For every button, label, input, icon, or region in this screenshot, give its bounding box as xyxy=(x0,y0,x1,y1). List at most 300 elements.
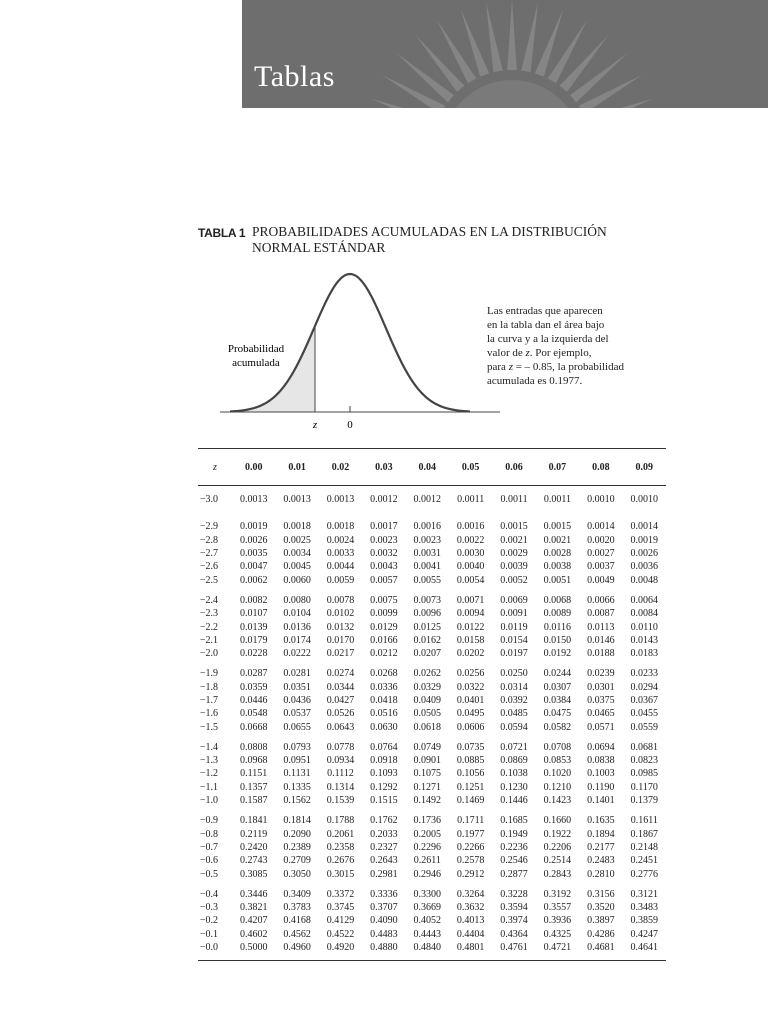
probability-cell: 0.0427 xyxy=(326,695,355,706)
chapter-title: Tablas xyxy=(254,60,335,93)
probability-cell: 0.0375 xyxy=(587,695,615,706)
probability-cell: 0.1093 xyxy=(370,768,398,780)
probability-cell: 0.0110 xyxy=(630,621,658,633)
probability-cell: 0.0031 xyxy=(413,548,441,560)
probability-cell: 0.0329 xyxy=(413,681,441,693)
probability-cell: 0.0078 xyxy=(326,594,355,606)
sunburst-ray xyxy=(507,0,517,70)
probability-cell: 0.3015 xyxy=(326,868,355,880)
probability-cell: 0.1788 xyxy=(326,815,355,827)
probability-cell: 0.0212 xyxy=(370,648,398,660)
text-fragment: valor de xyxy=(487,347,526,359)
probability-cell: 0.4920 xyxy=(319,941,362,961)
probability-cell: 0.0951 xyxy=(283,755,311,767)
probability-cell: 0.0035 xyxy=(239,548,268,560)
probability-cell: 0.0012 xyxy=(413,494,441,506)
probability-cell: 0.2119 xyxy=(240,828,268,840)
probability-cell: 0.0202 xyxy=(456,648,485,660)
probability-cell: 0.0045 xyxy=(283,561,311,573)
probability-cell: 0.0099 xyxy=(370,608,398,620)
table-label: TABLA 1 xyxy=(198,226,246,240)
probability-cell: 0.1635 xyxy=(587,815,615,827)
table-row xyxy=(198,867,666,880)
probability-cell: 0.0041 xyxy=(413,561,441,573)
probability-cell: 0.0643 xyxy=(326,721,355,733)
probability-cell: 0.0129 xyxy=(370,621,398,633)
probability-cell: 0.0122 xyxy=(456,621,485,633)
probability-cell: 0.2877 xyxy=(500,868,528,880)
probability-cell: 0.4522 xyxy=(326,928,355,940)
probability-cell: 0.0143 xyxy=(630,634,658,646)
explanation-text xyxy=(487,304,647,388)
probability-cell: 0.0197 xyxy=(500,648,528,660)
probability-cell: 0.0049 xyxy=(587,574,615,586)
probability-cell: 0.3336 xyxy=(370,888,398,900)
probability-cell: 0.0301 xyxy=(587,681,615,693)
probability-cell: 0.1112 xyxy=(327,768,354,780)
z-value-cell: −1.5 xyxy=(199,721,218,733)
probability-cell: 0.0228 xyxy=(239,648,268,660)
probability-cell: 0.0823 xyxy=(630,755,658,767)
probability-cell: 0.0606 xyxy=(456,721,485,733)
probability-cell: 0.0059 xyxy=(326,574,355,586)
probability-cell: 0.1660 xyxy=(543,815,572,827)
probability-cell: 0.0071 xyxy=(456,594,485,606)
probability-cell: 0.3707 xyxy=(370,902,398,914)
probability-cell: 0.0012 xyxy=(370,494,398,506)
text-fragment: . Por ejemplo, xyxy=(529,347,592,359)
probability-cell: 0.4761 xyxy=(492,941,535,961)
z-value-cell: −0.7 xyxy=(199,841,218,853)
table-title: PROBABILIDADES ACUMULADAS EN LA DISTRIBUCIÓN NORMAL ESTÁNDAR xyxy=(252,224,607,255)
z-symbol: z xyxy=(525,347,530,359)
probability-cell: 0.2451 xyxy=(630,855,658,867)
probability-cell: 0.1131 xyxy=(283,768,311,780)
probability-cell: 0.0017 xyxy=(370,521,398,533)
probability-cell: 0.0721 xyxy=(500,741,528,753)
probability-cell: 0.1190 xyxy=(587,781,615,793)
probability-cell: 0.0446 xyxy=(239,695,268,706)
probability-cell: 0.0082 xyxy=(239,594,268,606)
probability-cell: 0.0526 xyxy=(326,708,355,720)
probability-cell: 0.2810 xyxy=(587,868,615,880)
probability-cell: 0.0010 xyxy=(630,494,658,506)
table-row xyxy=(198,881,666,901)
table-header-row xyxy=(198,449,666,486)
probability-cell: 0.5000 xyxy=(232,941,275,961)
probability-cell: 0.1711 xyxy=(457,815,485,827)
probability-cell: 0.1562 xyxy=(283,795,311,807)
probability-cell: 0.0014 xyxy=(630,521,658,533)
probability-cell: 0.3409 xyxy=(283,888,311,900)
probability-cell: 0.0485 xyxy=(500,708,528,720)
probability-cell: 0.0207 xyxy=(413,648,441,660)
probability-cell: 0.0055 xyxy=(413,574,441,586)
probability-cell: 0.2033 xyxy=(370,828,398,840)
probability-cell: 0.1922 xyxy=(543,828,572,840)
probability-cell: 0.0096 xyxy=(413,608,441,620)
probability-cell: 0.2546 xyxy=(500,855,528,867)
table-row xyxy=(198,513,666,533)
probability-cell: 0.0073 xyxy=(413,594,441,606)
probability-cell: 0.0668 xyxy=(239,721,268,733)
table-row xyxy=(198,941,666,961)
probability-cell: 0.0034 xyxy=(283,548,311,560)
probability-cell: 0.2327 xyxy=(370,841,398,853)
probability-cell: 0.0043 xyxy=(370,561,398,573)
probability-cell: 0.3745 xyxy=(326,902,355,914)
probability-cell: 0.4483 xyxy=(370,928,398,940)
probability-cell: 0.0018 xyxy=(283,521,311,533)
probability-cell: 0.0885 xyxy=(456,755,485,767)
probability-cell: 0.4840 xyxy=(406,941,449,961)
probability-cell: 0.0026 xyxy=(239,534,268,546)
z-symbol: z xyxy=(508,361,513,373)
probability-cell: 0.0064 xyxy=(630,594,658,606)
probability-cell: 0.3557 xyxy=(543,902,572,914)
table-row xyxy=(198,767,666,780)
probability-cell: 0.0537 xyxy=(283,708,311,720)
probability-cell: 0.0934 xyxy=(326,755,355,767)
probability-cell: 0.0010 xyxy=(587,494,615,506)
probability-cell: 0.2005 xyxy=(413,828,441,840)
sunburst-ray xyxy=(548,20,587,83)
table-row xyxy=(198,573,666,586)
probability-cell: 0.2177 xyxy=(587,841,615,853)
probability-cell: 0.1335 xyxy=(283,781,311,793)
probability-cell: 0.0016 xyxy=(456,521,485,533)
probability-cell: 0.0495 xyxy=(456,708,485,720)
probability-cell: 0.0170 xyxy=(326,634,355,646)
probability-cell: 0.0066 xyxy=(587,594,615,606)
probability-cell: 0.0735 xyxy=(456,741,485,753)
probability-cell: 0.2090 xyxy=(283,828,311,840)
explanation-line xyxy=(487,360,647,374)
probability-cell: 0.0125 xyxy=(413,621,441,633)
probability-cell: 0.1894 xyxy=(587,828,615,840)
table-row xyxy=(198,587,666,607)
probability-cell: 0.4013 xyxy=(456,915,485,927)
z-value-cell: −1.1 xyxy=(199,781,218,793)
probability-cell: 0.0052 xyxy=(500,574,528,586)
column-header: 0.08 xyxy=(579,449,622,486)
table-row xyxy=(198,928,666,941)
probability-cell: 0.0036 xyxy=(630,561,658,573)
probability-cell: 0.3121 xyxy=(630,888,658,900)
probability-cell: 0.0559 xyxy=(630,721,658,733)
probability-cell: 0.4801 xyxy=(449,941,492,961)
probability-cell: 0.0465 xyxy=(587,708,615,720)
probability-cell: 0.1210 xyxy=(543,781,572,793)
table-row xyxy=(198,486,666,514)
probability-cell: 0.2206 xyxy=(543,841,572,853)
z-value-cell: −0.5 xyxy=(199,868,218,880)
probability-cell: 0.0384 xyxy=(543,695,572,706)
probability-cell: 0.4681 xyxy=(579,941,622,961)
probability-cell: 0.0040 xyxy=(456,561,485,573)
probability-cell: 0.0367 xyxy=(630,695,658,706)
probability-cell: 0.4129 xyxy=(326,915,355,927)
probability-cell: 0.0060 xyxy=(283,574,311,586)
probability-cell: 0.0102 xyxy=(326,608,355,620)
probability-cell: 0.3859 xyxy=(630,915,658,927)
z-value-cell: −2.7 xyxy=(199,548,218,560)
probability-cell: 0.3821 xyxy=(239,902,268,914)
probability-cell: 0.1867 xyxy=(630,828,658,840)
probability-cell: 0.3264 xyxy=(456,888,485,900)
table-row xyxy=(198,794,666,807)
probability-cell: 0.1075 xyxy=(413,768,441,780)
chapter-banner xyxy=(242,0,768,108)
probability-cell: 0.2296 xyxy=(413,841,441,853)
probability-cell: 0.0166 xyxy=(370,634,398,646)
probability-cell: 0.0054 xyxy=(456,574,485,586)
probability-cell: 0.0256 xyxy=(456,668,485,680)
z-value-cell: −0.3 xyxy=(199,902,218,914)
probability-cell: 0.3483 xyxy=(630,902,658,914)
probability-cell: 0.3632 xyxy=(456,902,485,914)
probability-cell: 0.2483 xyxy=(587,855,615,867)
normal-curve-figure xyxy=(220,262,510,442)
probability-cell: 0.1515 xyxy=(370,795,398,807)
probability-cell: 0.1401 xyxy=(587,795,615,807)
probability-cell: 0.4325 xyxy=(543,928,572,940)
probability-cell: 0.0038 xyxy=(543,561,572,573)
probability-cell: 0.0901 xyxy=(413,755,441,767)
probability-cell: 0.0015 xyxy=(543,521,572,533)
probability-cell: 0.0392 xyxy=(500,695,528,706)
probability-cell: 0.0359 xyxy=(239,681,268,693)
probability-cell: 0.3156 xyxy=(587,888,615,900)
column-header: 0.07 xyxy=(536,449,579,486)
probability-cell: 0.0028 xyxy=(543,548,572,560)
probability-cell: 0.0582 xyxy=(543,721,572,733)
probability-cell: 0.0808 xyxy=(239,741,268,753)
probability-cell: 0.0217 xyxy=(326,648,355,660)
column-header-z: z xyxy=(198,449,232,486)
probability-cell: 0.1170 xyxy=(630,781,658,793)
table-body xyxy=(198,486,666,961)
table-row xyxy=(198,547,666,560)
probability-cell: 0.2743 xyxy=(239,855,268,867)
probability-cell: 0.0023 xyxy=(413,534,441,546)
probability-cell: 0.0968 xyxy=(239,755,268,767)
z-value-cell: −0.9 xyxy=(199,815,218,827)
text-fragment: para xyxy=(487,361,509,373)
probability-cell: 0.0571 xyxy=(587,721,615,733)
column-header: 0.06 xyxy=(492,449,535,486)
probability-cell: 0.0047 xyxy=(239,561,268,573)
probability-cell: 0.4443 xyxy=(413,928,441,940)
probability-cell: 0.1762 xyxy=(370,815,398,827)
probability-cell: 0.0011 xyxy=(457,494,485,506)
probability-cell: 0.1379 xyxy=(630,795,658,807)
probability-cell: 0.0014 xyxy=(587,521,615,533)
table-row xyxy=(198,607,666,620)
probability-cell: 0.0027 xyxy=(587,548,615,560)
probability-cell: 0.3372 xyxy=(326,888,355,900)
z-value-cell: −2.8 xyxy=(199,534,218,546)
probability-cell: 0.2912 xyxy=(456,868,485,880)
probability-cell: 0.0132 xyxy=(326,621,355,633)
probability-cell: 0.1038 xyxy=(500,768,528,780)
probability-cell: 0.1314 xyxy=(326,781,355,793)
probability-cell: 0.0025 xyxy=(283,534,311,546)
z-value-cell: −1.9 xyxy=(199,668,218,680)
probability-cell: 0.2389 xyxy=(283,841,311,853)
probability-cell: 0.0192 xyxy=(543,648,572,660)
z-value-cell: −2.6 xyxy=(199,561,218,573)
probability-cell: 0.3594 xyxy=(500,902,528,914)
z-value-cell: −1.0 xyxy=(199,795,218,807)
probability-cell: 0.0455 xyxy=(630,708,658,720)
z-value-cell: −2.3 xyxy=(199,608,218,620)
probability-cell: 0.2709 xyxy=(283,855,311,867)
probability-cell: 0.1539 xyxy=(326,795,355,807)
table-row xyxy=(198,828,666,841)
probability-cell: 0.1423 xyxy=(543,795,572,807)
sunburst-ray xyxy=(560,35,609,92)
probability-cell: 0.2266 xyxy=(456,841,485,853)
probability-cell: 0.0630 xyxy=(370,721,398,733)
probability-cell: 0.0069 xyxy=(500,594,528,606)
probability-cell: 0.0015 xyxy=(500,521,528,533)
table-row xyxy=(198,707,666,720)
table-row xyxy=(198,534,666,547)
probability-cell: 0.2236 xyxy=(500,841,528,853)
z-value-cell: −1.4 xyxy=(199,741,218,753)
probability-cell: 0.0344 xyxy=(326,681,355,693)
probability-cell: 0.3446 xyxy=(239,888,268,900)
probability-cell: 0.0020 xyxy=(587,534,615,546)
probability-cell: 0.0183 xyxy=(630,648,658,660)
probability-cell: 0.1357 xyxy=(239,781,268,793)
probability-cell: 0.0401 xyxy=(456,695,485,706)
sunburst-ray xyxy=(521,2,538,72)
explanation-line: Las entradas que aparecen xyxy=(487,305,603,317)
zero-label: 0 xyxy=(347,419,353,431)
area-label-line2: acumulada xyxy=(232,357,280,369)
probability-cell: 0.1020 xyxy=(543,768,572,780)
probability-cell: 0.0681 xyxy=(630,741,658,753)
probability-cell: 0.0075 xyxy=(370,594,398,606)
probability-cell: 0.1685 xyxy=(500,815,528,827)
probability-cell: 0.1949 xyxy=(500,828,528,840)
probability-cell: 0.4090 xyxy=(370,915,398,927)
probability-cell: 0.4960 xyxy=(275,941,318,961)
table-row xyxy=(198,720,666,733)
probability-cell: 0.1446 xyxy=(500,795,528,807)
sunburst-ray xyxy=(579,75,642,108)
z-value-cell: −3.0 xyxy=(199,494,218,506)
probability-cell: 0.0080 xyxy=(283,594,311,606)
probability-cell: 0.0262 xyxy=(413,668,441,680)
probability-cell: 0.0516 xyxy=(370,708,398,720)
probability-cell: 0.4721 xyxy=(536,941,579,961)
column-header: 0.03 xyxy=(362,449,405,486)
probability-cell: 0.1469 xyxy=(456,795,485,807)
table-row xyxy=(198,660,666,680)
probability-cell: 0.0475 xyxy=(543,708,572,720)
probability-cell: 0.1151 xyxy=(240,768,268,780)
table-row xyxy=(198,854,666,867)
probability-cell: 0.0222 xyxy=(283,648,311,660)
probability-cell: 0.0162 xyxy=(413,634,441,646)
probability-cell: 0.1587 xyxy=(239,795,268,807)
probability-cell: 0.0021 xyxy=(500,534,528,546)
probability-cell: 0.1292 xyxy=(370,781,398,793)
probability-cell: 0.0051 xyxy=(543,574,572,586)
probability-cell: 0.0793 xyxy=(283,741,311,753)
probability-table xyxy=(198,448,666,961)
z-value-cell: −2.9 xyxy=(199,521,218,533)
probability-cell: 0.0918 xyxy=(370,755,398,767)
probability-cell: 0.0838 xyxy=(587,755,615,767)
probability-cell: 0.0268 xyxy=(370,668,398,680)
column-header: 0.02 xyxy=(319,449,362,486)
probability-cell: 0.0351 xyxy=(283,681,311,693)
probability-cell: 0.0018 xyxy=(326,521,355,533)
probability-cell: 0.0013 xyxy=(239,494,268,506)
column-header: 0.01 xyxy=(275,449,318,486)
column-header: 0.05 xyxy=(449,449,492,486)
probability-cell: 0.0033 xyxy=(326,548,355,560)
probability-cell: 0.0089 xyxy=(543,608,572,620)
probability-cell: 0.0024 xyxy=(326,534,355,546)
probability-cell: 0.3192 xyxy=(543,888,572,900)
probability-cell: 0.0233 xyxy=(630,668,658,680)
probability-cell: 0.0084 xyxy=(630,608,658,620)
probability-cell: 0.4207 xyxy=(239,915,268,927)
table-row xyxy=(198,781,666,794)
probability-cell: 0.0119 xyxy=(500,621,528,633)
probability-cell: 0.0594 xyxy=(500,721,528,733)
probability-cell: 0.3085 xyxy=(239,868,268,880)
probability-cell: 0.4880 xyxy=(362,941,405,961)
probability-cell: 0.0011 xyxy=(500,494,528,506)
probability-cell: 0.2611 xyxy=(413,855,441,867)
probability-cell: 0.2514 xyxy=(543,855,572,867)
probability-cell: 0.0037 xyxy=(587,561,615,573)
probability-cell: 0.1611 xyxy=(630,815,658,827)
z-value-cell: −0.0 xyxy=(198,941,232,961)
column-header: 0.00 xyxy=(232,449,275,486)
z-value-cell: −2.5 xyxy=(199,574,218,586)
probability-cell: 0.1492 xyxy=(413,795,441,807)
probability-cell: 0.0029 xyxy=(500,548,528,560)
probability-cell: 0.2676 xyxy=(326,855,355,867)
sunburst-ray xyxy=(486,2,503,72)
sunburst-ray xyxy=(570,54,627,103)
probability-cell: 0.0281 xyxy=(283,668,311,680)
table-row xyxy=(198,620,666,633)
probability-cell: 0.0032 xyxy=(370,548,398,560)
probability-cell: 0.0694 xyxy=(587,741,615,753)
z-value-cell: −1.8 xyxy=(199,681,218,693)
probability-cell: 0.0094 xyxy=(456,608,485,620)
probability-cell: 0.0104 xyxy=(283,608,311,620)
probability-cell: 0.0764 xyxy=(370,741,398,753)
probability-cell: 0.0749 xyxy=(413,741,441,753)
table-row xyxy=(198,914,666,927)
z-value-cell: −1.2 xyxy=(199,768,218,780)
probability-cell: 0.0022 xyxy=(456,534,485,546)
z-value-cell: −2.4 xyxy=(199,594,218,606)
table-row xyxy=(198,754,666,767)
text-fragment: = – 0.85, la probabilidad xyxy=(512,361,624,373)
probability-cell: 0.0113 xyxy=(587,621,615,633)
probability-cell: 0.0322 xyxy=(456,681,485,693)
